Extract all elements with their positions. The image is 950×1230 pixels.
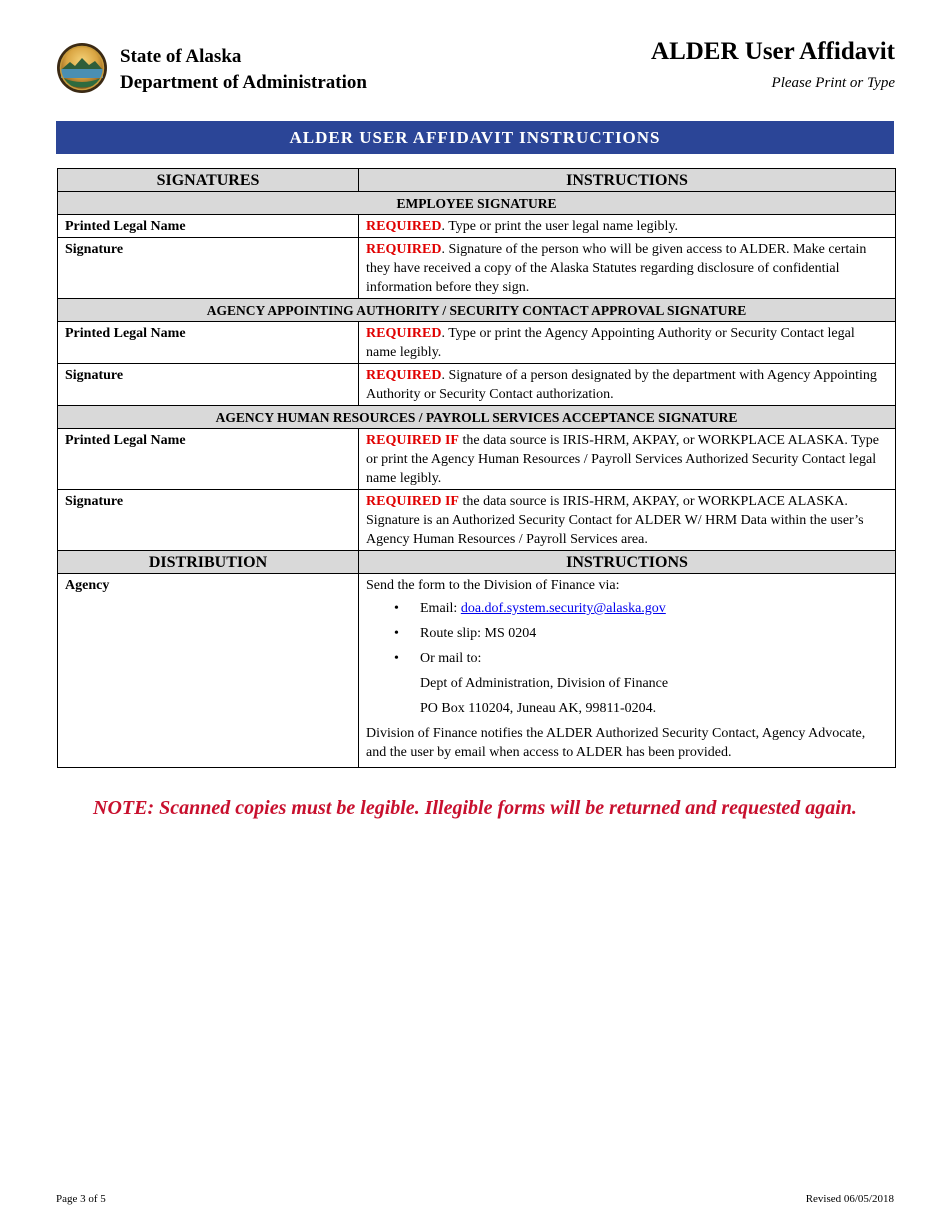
required-flag: REQUIRED [366, 242, 442, 257]
distribution-header-row [58, 551, 896, 574]
distribution-row [58, 574, 896, 768]
row-instructions [359, 238, 896, 299]
column-header-instructions: INSTRUCTIONS [359, 169, 896, 192]
required-flag: REQUIRED [366, 368, 442, 383]
org-line-1: State of Alaska [120, 46, 242, 67]
row-label: Signature [58, 490, 359, 551]
table-row [58, 429, 896, 490]
table-row [58, 215, 896, 238]
column-header-instructions: INSTRUCTIONS [359, 551, 896, 574]
state-seal-icon [56, 42, 108, 94]
required-flag: REQUIRED IF [366, 494, 459, 509]
required-flag: REQUIRED [366, 219, 442, 234]
row-instructions [359, 429, 896, 490]
row-instructions [359, 322, 896, 364]
required-flag: REQUIRED [366, 326, 442, 341]
email-label: Email: [420, 601, 461, 616]
instructions-table [57, 168, 896, 768]
section-title: EMPLOYEE SIGNATURE [58, 192, 896, 215]
instruction-text: the data source is IRIS-HRM, AKPAY, or WORKPLACE ALASKA. Type or print the Agency Human Resources / Payroll Services Authorized Security Contact legal name legibly. [366, 433, 879, 486]
row-instructions [359, 364, 896, 406]
row-label: Agency [58, 574, 359, 768]
row-instructions [359, 215, 896, 238]
organization-name [120, 44, 367, 96]
bullet-icon: • [394, 651, 399, 666]
instruction-text: . Signature of the person who will be given access to ALDER. Make certain they have received a copy of the Alaska Statutes regarding disclosure of confidential information before they sign. [366, 242, 867, 295]
bullet-icon: • [394, 626, 399, 641]
form-subtitle: Please Print or Type [771, 75, 895, 91]
distribution-methods-list [366, 599, 888, 668]
row-label: Printed Legal Name [58, 429, 359, 490]
table-header-row [58, 169, 896, 192]
row-label: Signature [58, 364, 359, 406]
table-row [58, 238, 896, 299]
page-number: Page 3 of 5 [56, 1193, 106, 1205]
mail-text: Or mail to: [420, 651, 482, 666]
section-header-row [58, 192, 896, 215]
row-label: Printed Legal Name [58, 322, 359, 364]
route-slip-text: Route slip: MS 0204 [420, 626, 537, 641]
instruction-text: the data source is IRIS-HRM, AKPAY, or WORKPLACE ALASKA. Signature is an Authorized Security Contact for ALDER W/ HRM Data within the user’s Agency Human Resources / Payroll Services area. [366, 494, 864, 547]
required-flag: REQUIRED IF [366, 433, 459, 448]
instruction-text: . Type or print the user legal name legibly. [441, 219, 679, 234]
legibility-note: NOTE: Scanned copies must be legible. Illegible forms will be returned and requested again. [93, 797, 857, 819]
address-line-1: Dept of Administration, Division of Finance [420, 676, 669, 691]
list-item [366, 599, 888, 618]
distribution-instructions [359, 574, 896, 768]
revision-date: Revised 06/05/2018 [805, 1193, 894, 1205]
section-header-row [58, 299, 896, 322]
org-line-2: Department of Administration [120, 72, 367, 93]
list-item [366, 624, 888, 643]
column-header-signatures: SIGNATURES [58, 169, 359, 192]
row-label: Printed Legal Name [58, 215, 359, 238]
table-row [58, 490, 896, 551]
instruction-text: . Type or print the Agency Appointing Authority or Security Contact legal name legibly. [366, 326, 855, 360]
distribution-intro: Send the form to the Division of Finance via: [366, 578, 620, 593]
instructions-banner: ALDER USER AFFIDAVIT INSTRUCTIONS [56, 121, 894, 154]
column-header-distribution: DISTRIBUTION [58, 551, 359, 574]
row-instructions [359, 490, 896, 551]
section-header-row [58, 406, 896, 429]
email-link[interactable]: doa.dof.system.security@alaska.gov [460, 601, 666, 616]
distribution-closing: Division of Finance notifies the ALDER Authorized Security Contact, Agency Advocate, and the user by email when access to ALDER has been provided. [366, 726, 866, 760]
bullet-icon: • [394, 601, 399, 616]
instruction-text: . Signature of a person designated by the department with Agency Appointing Authority or Security Contact authorization. [366, 368, 877, 402]
address-line-2: PO Box 110204, Juneau AK, 99811-0204. [420, 701, 657, 716]
row-label: Signature [58, 238, 359, 299]
form-title: ALDER User Affidavit [651, 38, 895, 65]
table-row [58, 364, 896, 406]
list-item [366, 649, 888, 668]
section-title: AGENCY APPOINTING AUTHORITY / SECURITY CONTACT APPROVAL SIGNATURE [58, 299, 896, 322]
table-row [58, 322, 896, 364]
section-title: AGENCY HUMAN RESOURCES / PAYROLL SERVICES ACCEPTANCE SIGNATURE [58, 406, 896, 429]
